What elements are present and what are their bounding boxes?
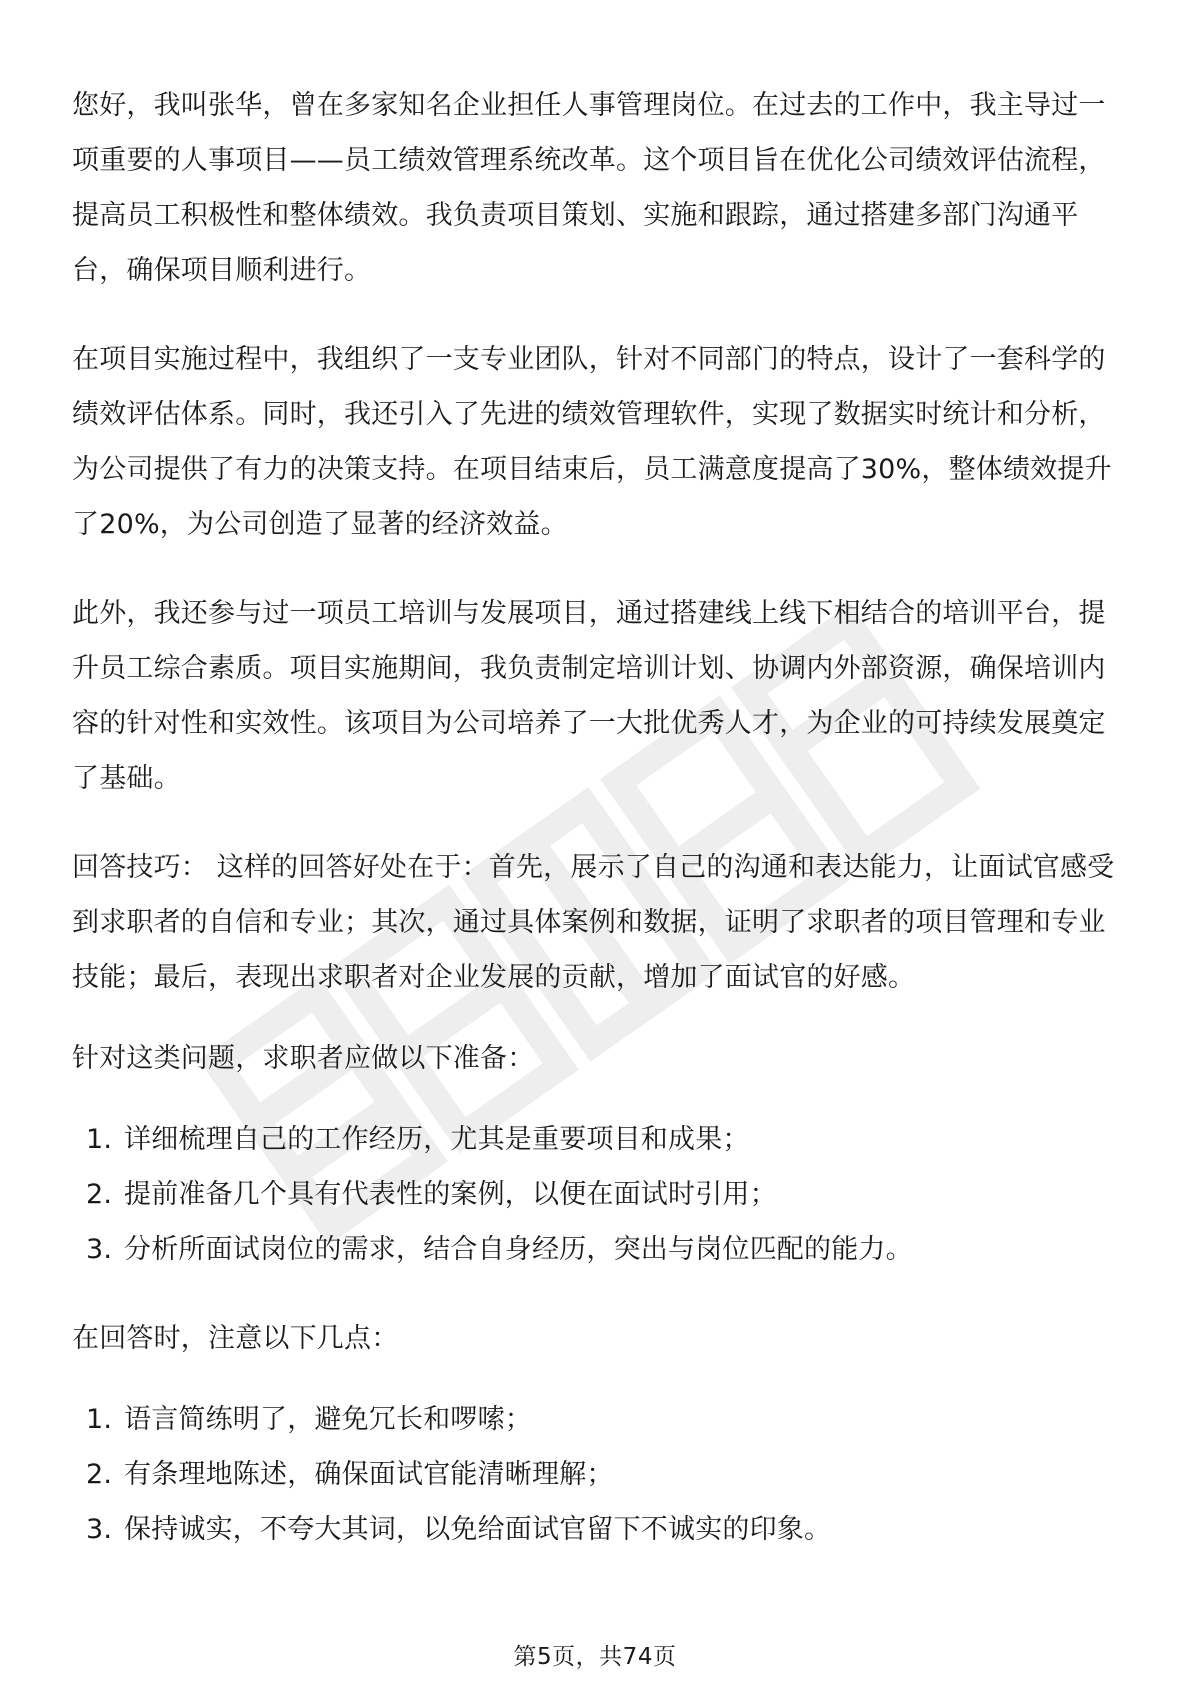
list-item	[72, 1112, 1122, 1167]
list-text: 保持诚实，不夸大其词，以免给面试官留下不诚实的印象。	[124, 1514, 832, 1545]
list-item	[72, 1447, 1122, 1502]
paragraph-implementation: 在项目实施过程中，我组织了一支专业团队，针对不同部门的特点，设计了一套科学的绩效评估体系。同时，我还引入了先进的绩效管理软件，实现了数据实时统计和分析，为公司提供了有力的决策支持。在项目结束后，员工满意度提高了30%，整体绩效提升了20%，为公司创造了显著的经济效益。	[72, 344, 1112, 540]
list-item	[72, 1167, 1122, 1222]
prep-heading: 针对这类问题，求职者应做以下准备：	[72, 1043, 535, 1074]
list-text: 提前准备几个具有代表性的案例，以便在面试时引用；	[124, 1179, 777, 1210]
list-text: 分析所面试岗位的需求，结合自身经历，突出与岗位匹配的能力。	[124, 1234, 913, 1265]
paragraph-intro: 您好，我叫张华，曾在多家知名企业担任人事管理岗位。在过去的工作中，我主导过一项重要的人事项目——员工绩效管理系统改革。这个项目旨在优化公司绩效评估流程，提高员工积极性和整体绩效。我负责项目策划、实施和跟踪，通过搭建多部门沟通平台，确保项目顺利进行。	[72, 90, 1106, 286]
list-number: 2.	[86, 1179, 113, 1210]
list-number: 1.	[86, 1124, 113, 1155]
list-item	[72, 1502, 1122, 1557]
list-text: 详细梳理自己的工作经历，尤其是重要项目和成果；	[124, 1124, 750, 1155]
list-item	[72, 1392, 1122, 1447]
list-number: 2.	[86, 1459, 113, 1490]
paragraph-training-project: 此外，我还参与过一项员工培训与发展项目，通过搭建线上线下相结合的培训平台，提升员工综合素质。项目实施期间，我负责制定培训计划、协调内外部资源，确保培训内容的针对性和实效性。该项目为公司培养了一大批优秀人才，为企业的可持续发展奠定了基础。	[72, 598, 1106, 794]
list-number: 3.	[86, 1514, 113, 1545]
page-footer: 第5页，共74页	[513, 1644, 677, 1670]
prep-list	[72, 1112, 1122, 1277]
list-item	[72, 1222, 1122, 1277]
list-number: 1.	[86, 1404, 113, 1435]
paragraph-answer-tips: 回答技巧： 这样的回答好处在于：首先，展示了自己的沟通和表达能力，让面试官感受到求职者的自信和专业；其次，通过具体案例和数据，证明了求职者的项目管理和专业技能；最后，表现出求职者对企业发展的贡献，增加了面试官的好感。	[72, 852, 1115, 993]
notes-list	[72, 1392, 1122, 1557]
list-text: 有条理地陈述，确保面试官能清晰理解；	[124, 1459, 614, 1490]
list-text: 语言简练明了，避免冗长和啰嗦；	[124, 1404, 532, 1435]
list-number: 3.	[86, 1234, 113, 1265]
notes-heading: 在回答时，注意以下几点：	[72, 1323, 399, 1354]
document-body	[72, 78, 1122, 1591]
